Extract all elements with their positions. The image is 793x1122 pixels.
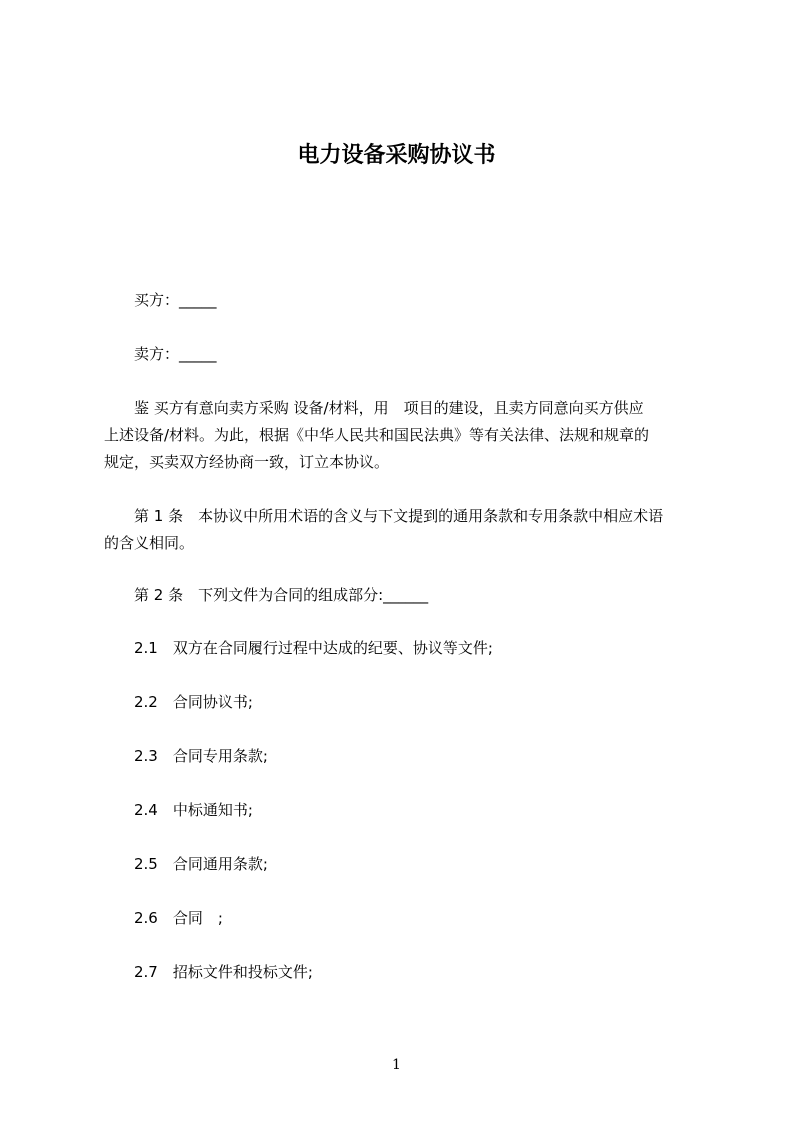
- list-item-2-3: 2.3 合同专用条款;: [104, 747, 268, 765]
- preamble-line-1: 鉴 买方有意向卖方采购 设备/材料，用 项目的建设，且卖方同意向买方供应: [104, 399, 644, 417]
- article-1-line-1: 第 1 条 本协议中所用术语的含义与下文提到的通用条款和专用条款中相应术语: [104, 507, 664, 525]
- article-1-line-2: 的含义相同。: [104, 534, 195, 552]
- article-2-heading: 第 2 条 下列文件为合同的组成部分:______: [104, 586, 429, 604]
- list-item-2-2: 2.2 合同协议书;: [104, 693, 253, 711]
- buyer-line: 买方：_____: [104, 291, 217, 309]
- preamble-line-2: 上述设备/材料。为此，根据《中华人民共和国民法典》等有关法律、法规和规章的: [104, 426, 650, 444]
- list-item-2-7: 2.7 招标文件和投标文件;: [104, 963, 313, 981]
- page-number: 1: [392, 1057, 401, 1073]
- seller-line: 卖方：_____: [104, 345, 217, 363]
- article-1-paragraph: [104, 503, 700, 557]
- document-title: 电力设备采购协议书: [297, 143, 496, 168]
- preamble-paragraph: [104, 395, 700, 476]
- list-item-2-4: 2.4 中标通知书;: [104, 801, 253, 819]
- list-item-2-5: 2.5 合同通用条款;: [104, 855, 268, 873]
- list-item-2-6: 2.6 合同 ;: [104, 909, 223, 927]
- preamble-line-3: 规定，买卖双方经协商一致，订立本协议。: [104, 453, 390, 471]
- list-item-2-1: 2.1 双方在合同履行过程中达成的纪要、协议等文件;: [104, 639, 493, 657]
